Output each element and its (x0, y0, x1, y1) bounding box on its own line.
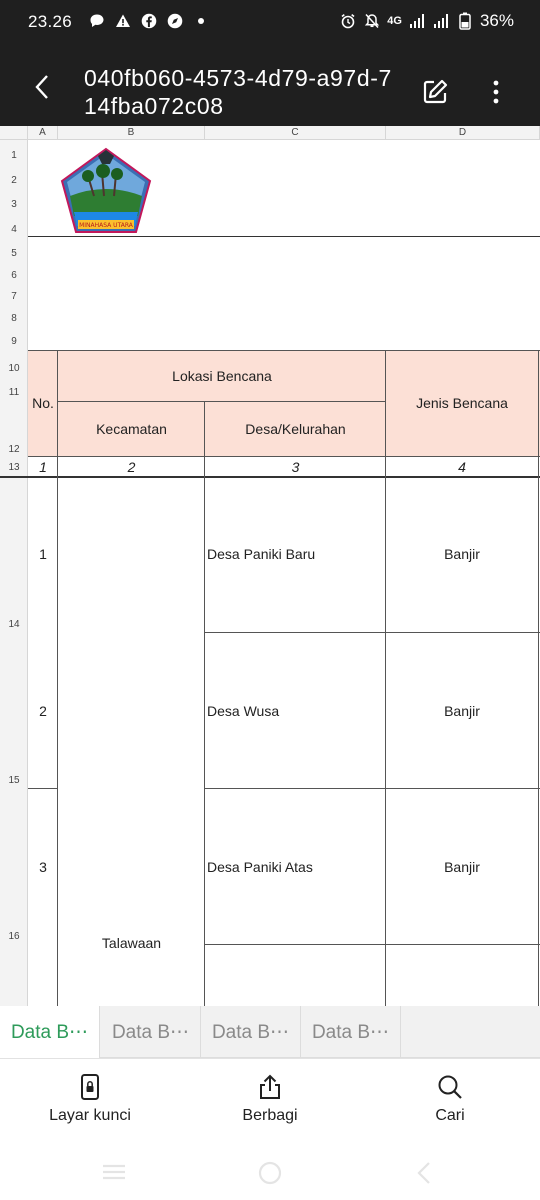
search-button[interactable] (380, 1073, 520, 1125)
jenis-cell[interactable]: Banjir (444, 546, 480, 562)
desa-cell[interactable]: Desa Wusa (207, 703, 280, 719)
grid-line (204, 401, 205, 1006)
row-number[interactable]: 11 (8, 387, 20, 398)
row-number[interactable]: 2 (11, 175, 17, 186)
row-number[interactable]: 13 (8, 462, 20, 473)
more-vert-icon (484, 77, 508, 107)
logo (58, 146, 154, 236)
desa-cell[interactable]: Desa Paniki Baru (207, 546, 316, 562)
sheet-tab-1[interactable]: Data B⋯ (0, 1006, 100, 1058)
search-icon (436, 1073, 464, 1101)
grid-line (28, 788, 58, 789)
file-title: 040fb060-4573-4d79-a97d-714fba072c08 (84, 65, 392, 119)
more-options-button[interactable] (484, 77, 508, 107)
row-number[interactable]: 6 (11, 270, 17, 281)
header-no[interactable]: No. (32, 395, 54, 411)
grid-line (28, 456, 540, 457)
row-number[interactable]: 3 (11, 199, 17, 210)
dot-icon (192, 12, 210, 30)
jenis-cell[interactable]: Banjir (444, 859, 480, 875)
row-number[interactable]: 5 (11, 248, 17, 259)
warning-icon (114, 12, 132, 30)
kecamatan-cell[interactable]: Talawaan (101, 935, 162, 951)
grid-line (385, 350, 386, 1006)
row-number[interactable]: 15 (8, 775, 20, 786)
column-header-a[interactable]: A (28, 126, 58, 140)
row-no-cell[interactable]: 2 (39, 703, 47, 719)
edit-icon (420, 77, 450, 107)
facebook-icon (140, 12, 158, 30)
home-icon[interactable] (257, 1160, 283, 1186)
index-cell[interactable]: 2 (127, 458, 136, 475)
share-icon (257, 1073, 283, 1101)
alarm-icon (339, 12, 357, 30)
chevron-left-icon (28, 72, 58, 102)
spreadsheet-grid[interactable] (0, 126, 540, 1006)
row-number[interactable]: 1 (11, 150, 17, 161)
row-number[interactable]: 10 (8, 363, 20, 374)
signal-icon-2 (432, 12, 450, 30)
row-number[interactable]: 12 (8, 444, 20, 455)
sheet-tab-4[interactable]: Data B⋯ (301, 1006, 401, 1058)
header-lokasi-bencana[interactable]: Lokasi Bencana (172, 367, 272, 384)
system-nav-bar (0, 1142, 540, 1200)
column-header-c[interactable]: C (205, 126, 386, 140)
grid-line (57, 350, 58, 1006)
column-header-d[interactable]: D (386, 126, 540, 140)
sheet-tabs (0, 1006, 540, 1058)
bottom-action-bar (0, 1058, 540, 1142)
sheet-tab-2[interactable]: Data B⋯ (101, 1006, 201, 1058)
lock-screen-button[interactable] (20, 1073, 160, 1125)
index-cell[interactable]: 4 (458, 458, 466, 475)
grid-line (58, 401, 386, 402)
sheet-tab-3[interactable]: Data B⋯ (201, 1006, 301, 1058)
edit-button[interactable] (420, 77, 450, 107)
row-number[interactable]: 16 (8, 931, 20, 942)
battery-level: 36% (479, 11, 514, 30)
recent-apps-icon[interactable] (100, 1162, 128, 1182)
notification-icons (88, 12, 210, 30)
status-bar (0, 0, 540, 44)
network-type: 4G (387, 15, 402, 27)
phone-lock-icon (78, 1073, 102, 1101)
grid-line (205, 632, 540, 633)
row-divider (28, 236, 540, 237)
corner-cell[interactable] (0, 126, 28, 140)
app-bar (0, 44, 540, 126)
header-jenis-bencana[interactable]: Jenis Bencana (416, 395, 508, 411)
row-number[interactable]: 4 (11, 224, 17, 235)
status-time: 23.26 (28, 12, 73, 31)
row-number[interactable]: 8 (11, 313, 17, 324)
row-number[interactable]: 14 (8, 619, 20, 630)
logo-text: MINAHASA UTARA (79, 222, 133, 229)
row-number[interactable]: 9 (11, 336, 17, 347)
header-kecamatan[interactable]: Kecamatan (96, 421, 167, 437)
column-header-b[interactable]: B (58, 126, 205, 140)
row-no-cell[interactable]: 1 (39, 546, 47, 562)
mute-bell-icon (363, 12, 381, 30)
grid-line (538, 350, 539, 1006)
grid-line (0, 476, 540, 478)
system-icons (339, 11, 514, 31)
signal-icon (408, 12, 426, 30)
chat-bubble-icon (88, 12, 106, 30)
battery-icon (456, 12, 474, 30)
lock-screen-label: Layar kunci (49, 1107, 131, 1124)
compass-icon (166, 12, 184, 30)
index-cell[interactable]: 1 (39, 458, 47, 475)
grid-line (205, 944, 540, 945)
back-nav-icon[interactable] (414, 1160, 434, 1186)
share-button[interactable] (200, 1073, 340, 1125)
grid-line (28, 350, 540, 351)
jenis-cell[interactable]: Banjir (444, 703, 480, 719)
grid-line (205, 788, 540, 789)
row-number[interactable]: 7 (11, 291, 17, 302)
desa-cell[interactable]: Desa Paniki Atas (207, 859, 313, 875)
search-label: Cari (435, 1107, 465, 1124)
share-label: Berbagi (242, 1107, 298, 1124)
back-button[interactable] (28, 72, 58, 102)
header-desa[interactable]: Desa/Kelurahan (245, 421, 346, 437)
index-cell[interactable]: 3 (291, 458, 300, 475)
row-no-cell[interactable]: 3 (39, 859, 47, 875)
